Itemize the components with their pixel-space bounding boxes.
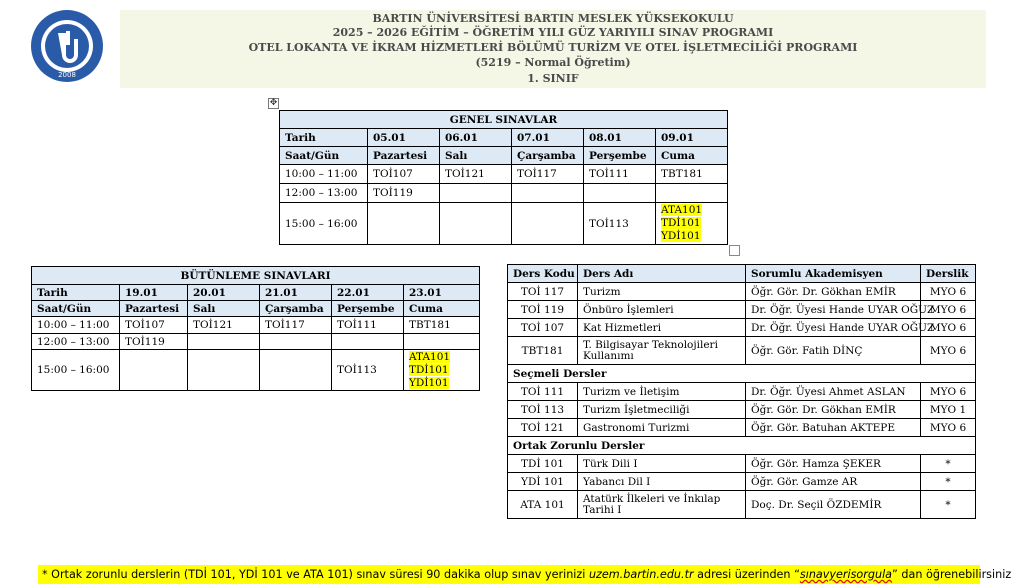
course-instructor: Dr. Öğr. Üyesi Hande UYAR OĞUZ [746,301,921,319]
course-code: TOİ 111 [508,383,578,401]
course-code: TOİ 113 [508,401,578,419]
time-slot: 10:00 – 11:00 [280,165,368,184]
elective-section-label: Seçmeli Dersler [508,365,976,383]
day-cell: Çarşamba [260,301,332,317]
course-room: MYO 6 [921,301,976,319]
day-cell: Çarşamba [512,147,584,165]
exam-cell: TOİ121 [188,317,260,334]
date-cell: 07.01 [512,129,584,147]
course-code: TBT181 [508,337,578,365]
course-name: Yabancı Dil I [578,473,746,491]
course-code: TOİ 119 [508,301,578,319]
time-slot: 10:00 – 11:00 [32,317,120,334]
makeup-exams-table [31,266,480,391]
time-slot: 15:00 – 16:00 [280,203,368,245]
course-instructor: Öğr. Gör. Dr. Gökhan EMİR [746,401,921,419]
date-cell: 06.01 [440,129,512,147]
course-code: TOİ 121 [508,419,578,437]
common-exam-code: TDİ101 [409,363,449,376]
course-room: MYO 6 [921,283,976,301]
course-instructor: Öğr. Gör. Hamza ŞEKER [746,455,921,473]
table-move-handle[interactable]: ✥ [269,98,278,108]
date-cell: 23.01 [404,285,480,301]
exam-cell: TOİ119 [368,184,440,203]
common-section-label: Ortak Zorunlu Dersler [508,437,976,455]
footnote-url: uzem.bartin.edu.tr [588,568,694,581]
date-cell: 21.01 [260,285,332,301]
date-cell: 09.01 [656,129,728,147]
exam-cell [656,184,728,203]
header-university: BARTIN ÜNİVERSİTESİ BARTIN MESLEK YÜKSEKOKULU [372,12,734,25]
header-grade: 1. SINIF [527,72,579,85]
time-label: Saat/Gün [32,301,120,317]
header-code: (5219 – Normal Öğretim) [475,56,631,69]
col-header-room: Derslik [921,265,976,283]
time-slot: 12:00 – 13:00 [280,184,368,203]
general-exams-title: GENEL SINAVLAR [280,111,728,129]
exam-cell: TOİ107 [368,165,440,184]
course-instructor: Öğr. Gör. Gamze AR [746,473,921,491]
exam-cell: TOİ111 [584,165,656,184]
course-name: Atatürk İlkeleri ve İnkılap Tarihi I [578,491,746,519]
date-cell: 05.01 [368,129,440,147]
course-name: Turizm [578,283,746,301]
table-row [280,184,728,203]
course-room: * [921,455,976,473]
exam-cell [332,334,404,350]
course-room: MYO 6 [921,319,976,337]
header-department: OTEL LOKANTA VE İKRAM HİZMETLERİ BÖLÜMÜ TURİZM VE OTEL İŞLETMECİLİĞİ PROGRAMI [248,41,858,54]
exam-cell: TOİ117 [260,317,332,334]
date-cell: 22.01 [332,285,404,301]
col-header-code: Ders Kodu [508,265,578,283]
course-name: Türk Dili I [578,455,746,473]
exam-cell [404,334,480,350]
exam-cell: TOİ113 [584,203,656,245]
header-term: 2025 – 2026 EĞİTİM – ÖĞRETİM YILI GÜZ YARIYILI SINAV PROGRAMI [332,26,774,39]
course-room: * [921,473,976,491]
date-cell: 08.01 [584,129,656,147]
course-name: Turizm ve İletişim [578,383,746,401]
course-instructor: Doç. Dr. Seçil ÖZDEMİR [746,491,921,519]
day-cell: Pazartesi [368,147,440,165]
university-logo [30,9,104,83]
exam-cell [368,203,440,245]
footnote [38,565,1012,584]
table-row [508,283,976,301]
course-name: Kat Hizmetleri [578,319,746,337]
day-cell: Pazartesi [120,301,188,317]
table-resize-handle[interactable] [729,245,740,256]
common-exam-code: ATA101 [661,204,703,216]
general-exams-table [279,110,728,245]
table-row [508,383,976,401]
date-label: Tarih [280,129,368,147]
table-row [32,334,480,350]
course-room: MYO 6 [921,419,976,437]
col-header-instructor: Sorumlu Akademisyen [746,265,921,283]
course-code: YDİ 101 [508,473,578,491]
exam-cell: TOİ111 [332,317,404,334]
makeup-exams-title: BÜTÜNLEME SINAVLARI [32,267,480,285]
exam-cell [440,203,512,245]
table-row [508,473,976,491]
footnote-text: ” dan öğrenebilirsiniz [892,568,1012,581]
exam-cell [260,334,332,350]
course-instructor: Dr. Öğr. Üyesi Ahmet ASLAN [746,383,921,401]
date-cell: 19.01 [120,285,188,301]
table-row [32,317,480,334]
exam-cell [188,350,260,391]
table-row [508,491,976,519]
exam-cell: TOİ113 [332,350,404,391]
course-code: TDİ 101 [508,455,578,473]
date-cell: 20.01 [188,285,260,301]
footnote-text: adresi üzerinden “ [693,568,800,581]
table-row [508,455,976,473]
table-row [508,401,976,419]
table-row [508,319,976,337]
courses-table [507,264,976,519]
exam-cell: TBT181 [404,317,480,334]
exam-cell [120,350,188,391]
date-label: Tarih [32,285,120,301]
footnote-link: sınavyerisorgula [799,568,893,581]
course-code: ATA 101 [508,491,578,519]
logo-year: 2008 [58,71,76,79]
common-exam-code: TDİ101 [661,217,701,229]
course-instructor: Dr. Öğr. Üyesi Hande UYAR OĞUZ [746,319,921,337]
common-exam-code: ATA101 [409,350,451,363]
exam-cell: TOİ107 [120,317,188,334]
course-name: T. Bilgisayar Teknolojileri Kullanımı [578,337,746,365]
exam-cell [440,184,512,203]
exam-cell [512,184,584,203]
course-name: Önbüro İşlemleri [578,301,746,319]
col-header-name: Ders Adı [578,265,746,283]
time-slot: 15:00 – 16:00 [32,350,120,391]
exam-cell [188,334,260,350]
course-instructor: Öğr. Gör. Dr. Gökhan EMİR [746,283,921,301]
day-cell: Salı [188,301,260,317]
course-name: Turizm İşletmeciliği [578,401,746,419]
exam-cell: TBT181 [656,165,728,184]
exam-cell: TOİ119 [120,334,188,350]
course-instructor: Öğr. Gör. Batuhan AKTEPE [746,419,921,437]
course-name: Gastronomi Turizmi [578,419,746,437]
table-row [280,203,728,245]
course-room: MYO 1 [921,401,976,419]
exam-cell [512,203,584,245]
table-row [508,337,976,365]
day-cell: Cuma [404,301,480,317]
footnote-text: * Ortak zorunlu derslerin (TDİ 101, YDİ 101 ve ATA 101) sınav süresi 90 dakika olup sınav yerinizi [42,568,589,581]
exam-cell-stack [656,203,728,245]
time-slot: 12:00 – 13:00 [32,334,120,350]
day-cell: Perşembe [584,147,656,165]
course-instructor: Öğr. Gör. Fatih DİNÇ [746,337,921,365]
time-label: Saat/Gün [280,147,368,165]
exam-cell: TOİ117 [512,165,584,184]
course-room: * [921,491,976,519]
exam-cell [260,350,332,391]
course-room: MYO 6 [921,337,976,365]
course-code: TOİ 107 [508,319,578,337]
exam-cell [584,184,656,203]
day-cell: Cuma [656,147,728,165]
course-room: MYO 6 [921,383,976,401]
exam-cell-stack [404,350,480,391]
day-cell: Salı [440,147,512,165]
table-row [508,419,976,437]
table-row [32,350,480,391]
exam-cell: TOİ121 [440,165,512,184]
course-code: TOİ 117 [508,283,578,301]
common-exam-code: YDİ101 [409,376,449,389]
day-cell: Perşembe [332,301,404,317]
table-row [280,165,728,184]
common-exam-code: YDİ101 [661,230,701,242]
table-row [508,301,976,319]
